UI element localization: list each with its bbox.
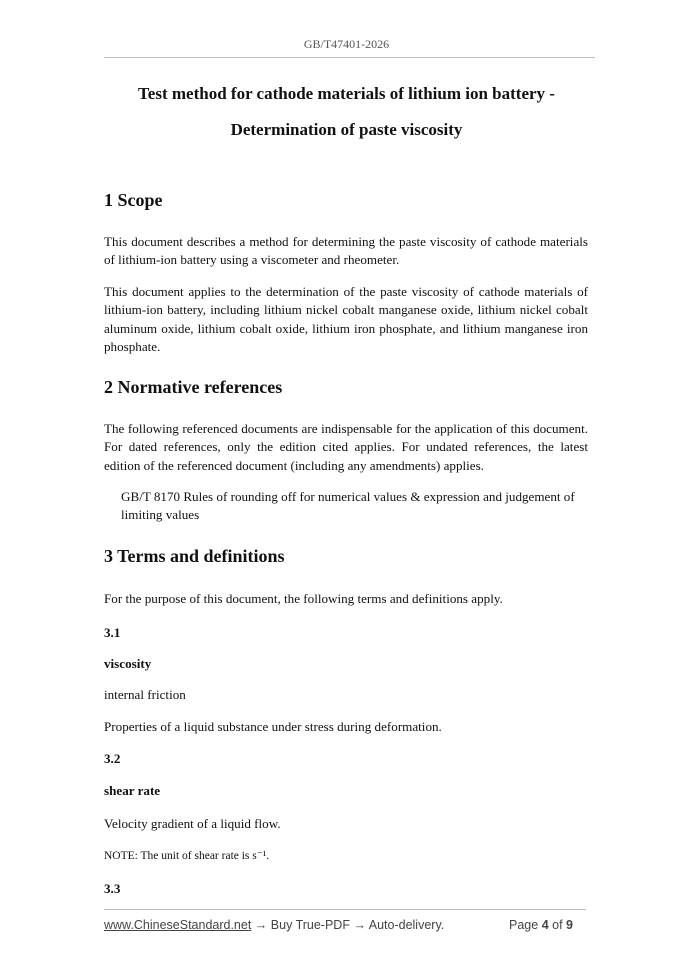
section-heading-scope: 1 Scope — [104, 190, 163, 210]
page-indicator — [509, 918, 573, 932]
scope-paragraph-1: This document describes a method for determining the paste viscosity of cathode materials of lithium-ion battery using a viscometer and rheometer. — [104, 234, 588, 268]
terms-intro: For the purpose of this document, the following terms and definitions apply. — [104, 591, 503, 606]
footer-delivery-text: Auto-delivery. — [368, 918, 445, 932]
header-divider — [104, 57, 595, 58]
page-label: Page — [509, 918, 539, 932]
term-number-3-3: 3.3 — [104, 881, 121, 896]
page-total: 9 — [566, 918, 573, 932]
document-title-line-1: Test method for cathode materials of lithium ion battery - — [138, 84, 555, 103]
footer-buy-text: Buy True-PDF — [270, 918, 350, 932]
document-title-line-2: Determination of paste viscosity — [230, 120, 463, 139]
normative-reference-item: GB/T 8170 Rules of rounding off for numerical values & expression and judgement of limiting values — [121, 489, 575, 523]
term-number-3-2: 3.2 — [104, 751, 121, 766]
section-heading-normative-references: 2 Normative references — [104, 377, 283, 397]
footer-site-link[interactable]: www.ChineseStandard.net — [104, 918, 252, 932]
term-number-3-1: 3.1 — [104, 625, 121, 640]
term-viscosity-definition: Properties of a liquid substance under stress during deformation. — [104, 719, 442, 734]
header-standard-code: GB/T47401-2026 — [303, 37, 390, 51]
page-current: 4 — [541, 918, 549, 932]
arrow-right-icon: → — [254, 918, 268, 932]
footer-divider — [104, 909, 586, 910]
term-viscosity-synonym: internal friction — [104, 687, 186, 702]
section-heading-terms: 3 Terms and definitions — [104, 546, 285, 566]
scope-paragraph-2: This document applies to the determination of the paste viscosity of cathode materials of lithium-ion battery, including lithium nickel cobalt manganese oxide, lithium nickel cobalt aluminum oxide, lithium cobalt oxide, lithium iron phosphate, and lithium manganese iron phosphate. — [104, 284, 588, 355]
term-shear-rate-definition: Velocity gradient of a liquid flow. — [104, 816, 281, 831]
term-viscosity: viscosity — [104, 656, 152, 671]
term-shear-rate-note: NOTE: The unit of shear rate is s⁻¹. — [104, 850, 270, 862]
footer-promo — [104, 918, 444, 932]
page-of: of — [552, 918, 563, 932]
normative-paragraph: The following referenced documents are indispensable for the application of this document. For dated references, only the edition cited applies. For undated references, the latest edition of the referenced document (including any amendments) applies. — [104, 421, 588, 473]
term-shear-rate: shear rate — [104, 783, 161, 798]
arrow-right-icon: → — [353, 918, 366, 932]
